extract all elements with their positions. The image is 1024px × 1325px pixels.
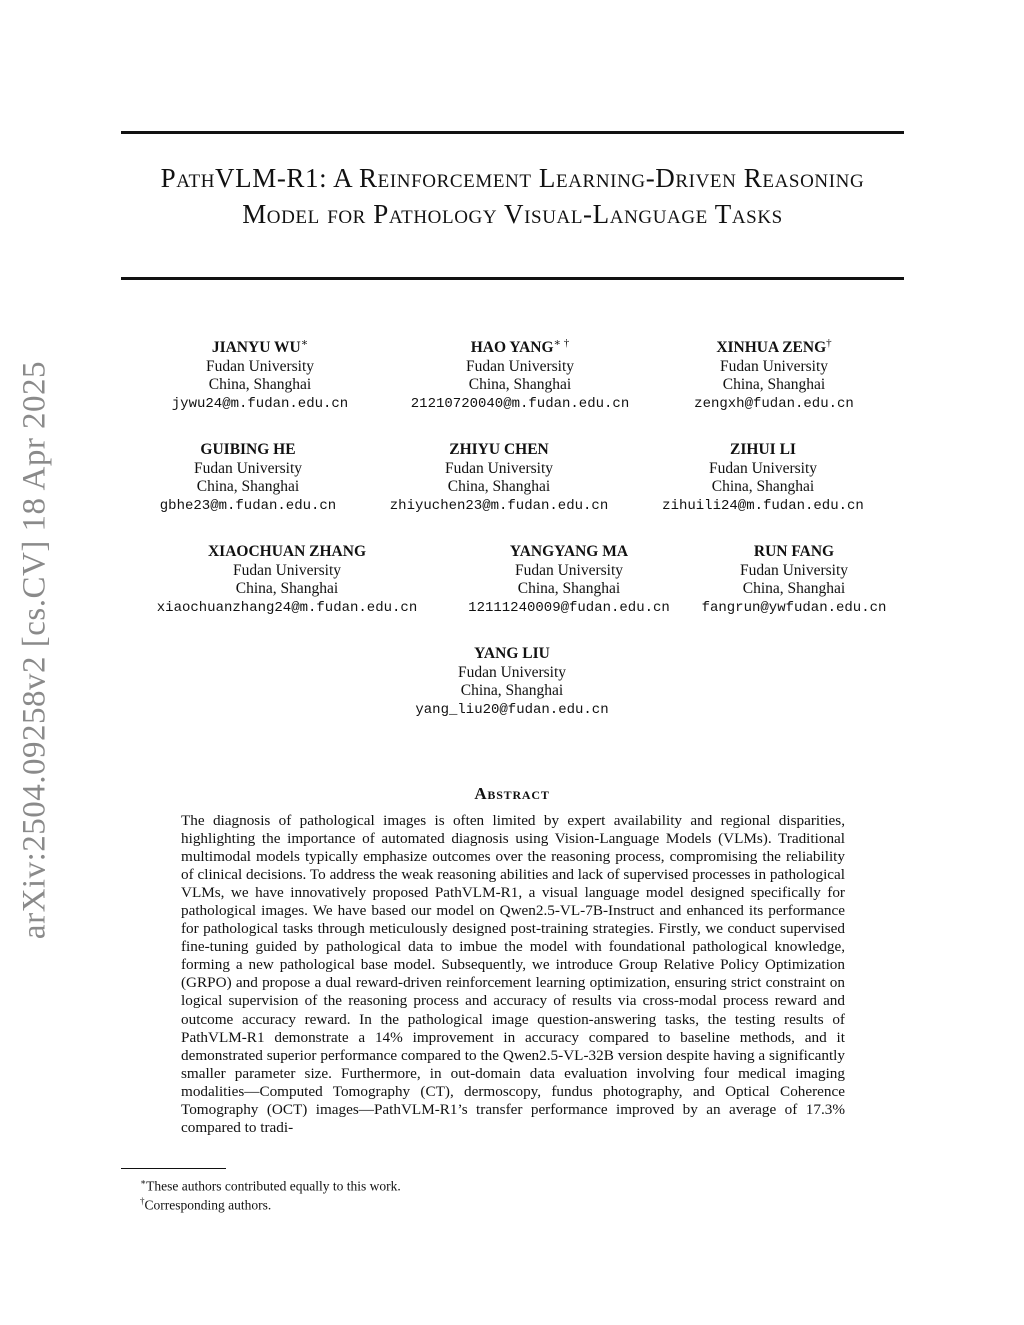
author-block	[702, 543, 887, 617]
author-affiliation: Fudan University	[205, 357, 315, 375]
author-email: yang_liu20@fudan.edu.cn	[415, 701, 609, 718]
title-top-rule	[121, 131, 904, 134]
author-block	[157, 543, 417, 617]
author-email: jywu24@m.fudan.edu.cn	[171, 395, 349, 412]
footnote-text: Corresponding authors.	[144, 1197, 272, 1213]
title-bottom-rule	[121, 277, 904, 280]
author-location: China, Shanghai	[208, 376, 312, 393]
author-email: 12111240009@fudan.edu.cn	[468, 599, 670, 616]
author-affiliation: Fudan University	[232, 561, 342, 579]
author-block	[415, 645, 608, 719]
author-name: GUIBING HE	[200, 441, 296, 458]
author-name: YANG LIU	[474, 645, 550, 662]
author-block	[410, 336, 630, 413]
author-location: China, Shanghai	[460, 682, 564, 699]
author-email: xiaochuanzhang24@m.fudan.edu.cn	[156, 599, 418, 616]
author-name: ZHIYU CHEN	[449, 441, 549, 458]
author-location: China, Shanghai	[447, 478, 551, 495]
author-block	[662, 441, 864, 515]
author-mark: ∗	[300, 336, 309, 349]
author-name: XIAOCHUAN ZHANG	[207, 543, 367, 560]
author-name: YANGYANG MA	[509, 543, 629, 560]
author-affiliation: Fudan University	[514, 561, 624, 579]
author-affiliation: Fudan University	[193, 459, 303, 477]
abstract-heading: Abstract	[474, 784, 550, 803]
footnote-mark: ∗	[140, 1177, 147, 1187]
author-name: HAO YANG	[470, 339, 554, 356]
paper-title: PathVLM-R1: A Reinforcement Learning-Driven Reasoning Model for Pathology Visual-Language Tasks	[160, 163, 865, 229]
footnote-rule	[121, 1168, 226, 1169]
author-affiliation: Fudan University	[444, 459, 554, 477]
author-affiliation: Fudan University	[457, 663, 567, 681]
author-name: RUN FANG	[753, 543, 835, 560]
author-location: China, Shanghai	[742, 580, 846, 597]
author-name: JIANYU WU	[211, 339, 301, 356]
author-location: China, Shanghai	[235, 580, 339, 597]
arxiv-stamp: arXiv:2504.09258v2 [cs.CV] 18 Apr 2025	[16, 360, 53, 940]
author-location: China, Shanghai	[196, 478, 300, 495]
footnote	[140, 1174, 401, 1195]
author-block	[390, 441, 608, 515]
author-location: China, Shanghai	[468, 376, 572, 393]
author-email: fangrun@ywfudan.edu.cn	[701, 599, 887, 616]
author-block	[694, 336, 854, 413]
author-name: ZIHUI LI	[730, 441, 796, 458]
author-location: China, Shanghai	[722, 376, 826, 393]
author-mark: ∗ †	[553, 336, 570, 349]
abstract-body: The diagnosis of pathological images is often limited by expert availability and regional disparities, highlighting the importance of automated diagnosis using Vision-Language Models (VLMs). Traditional multimodal models typically emphasize outcomes over the reasoning process, compromising the reliability of clinical decisions. To address the weak reasoning abilities and lack of supervised processes in pathological VLMs, we have innovatively proposed PathVLM-R1, a visual language model designed specifically for pathological images. We have based our model on Qwen2.5-VL-7B-Instruct and enhanced its performance for pathological tasks through meticulously designed post-training strategies. Firstly, we conduct supervised fine-tuning guided by pathological data to imbue the model with foundational pathological knowledge, forming a new pathological base model. Subsequently, we introduce Group Relative Policy Optimization (GRPO) and propose a dual reward-driven reinforcement learning optimization, ensuring strict constraint on logical supervision of the reasoning process and accuracy of results via cross-modal process reward and outcome accuracy reward. In the pathological image question-answering tasks, the testing results of PathVLM-R1 demonstrate a 14% improvement in accuracy compared to baseline methods, and it demonstrated superior performance compared to the Qwen2.5-VL-32B version despite having a significantly smaller parameter size. Furthermore, in out-domain data evaluation involving four medical imaging modalities—Computed Tomography (CT), dermoscopy, fundus photography, and Optical Coherence Tomography (OCT) images—PathVLM-R1’s transfer performance improved by an average of 17.3% compared to tradi-	[181, 812, 845, 1136]
author-name: XINHUA ZENG	[716, 339, 827, 356]
author-block	[160, 441, 336, 515]
footnote-mark: †	[140, 1196, 145, 1206]
author-location: China, Shanghai	[517, 580, 621, 597]
author-block	[468, 543, 670, 617]
author-email: gbhe23@m.fudan.edu.cn	[159, 497, 337, 514]
author-email: zihuili24@m.fudan.edu.cn	[662, 497, 864, 514]
author-affiliation: Fudan University	[465, 357, 575, 375]
footnote-text: These authors contributed equally to this work.	[146, 1178, 401, 1194]
author-email: 21210720040@m.fudan.edu.cn	[410, 395, 630, 412]
author-email: zhiyuchen23@m.fudan.edu.cn	[389, 497, 609, 514]
author-affiliation: Fudan University	[708, 459, 818, 477]
author-affiliation: Fudan University	[719, 357, 829, 375]
author-affiliation: Fudan University	[739, 561, 849, 579]
author-email: zengxh@fudan.edu.cn	[694, 395, 854, 412]
author-block	[171, 336, 349, 413]
author-location: China, Shanghai	[711, 478, 815, 495]
author-mark: †	[826, 336, 832, 349]
footnote	[140, 1193, 271, 1214]
